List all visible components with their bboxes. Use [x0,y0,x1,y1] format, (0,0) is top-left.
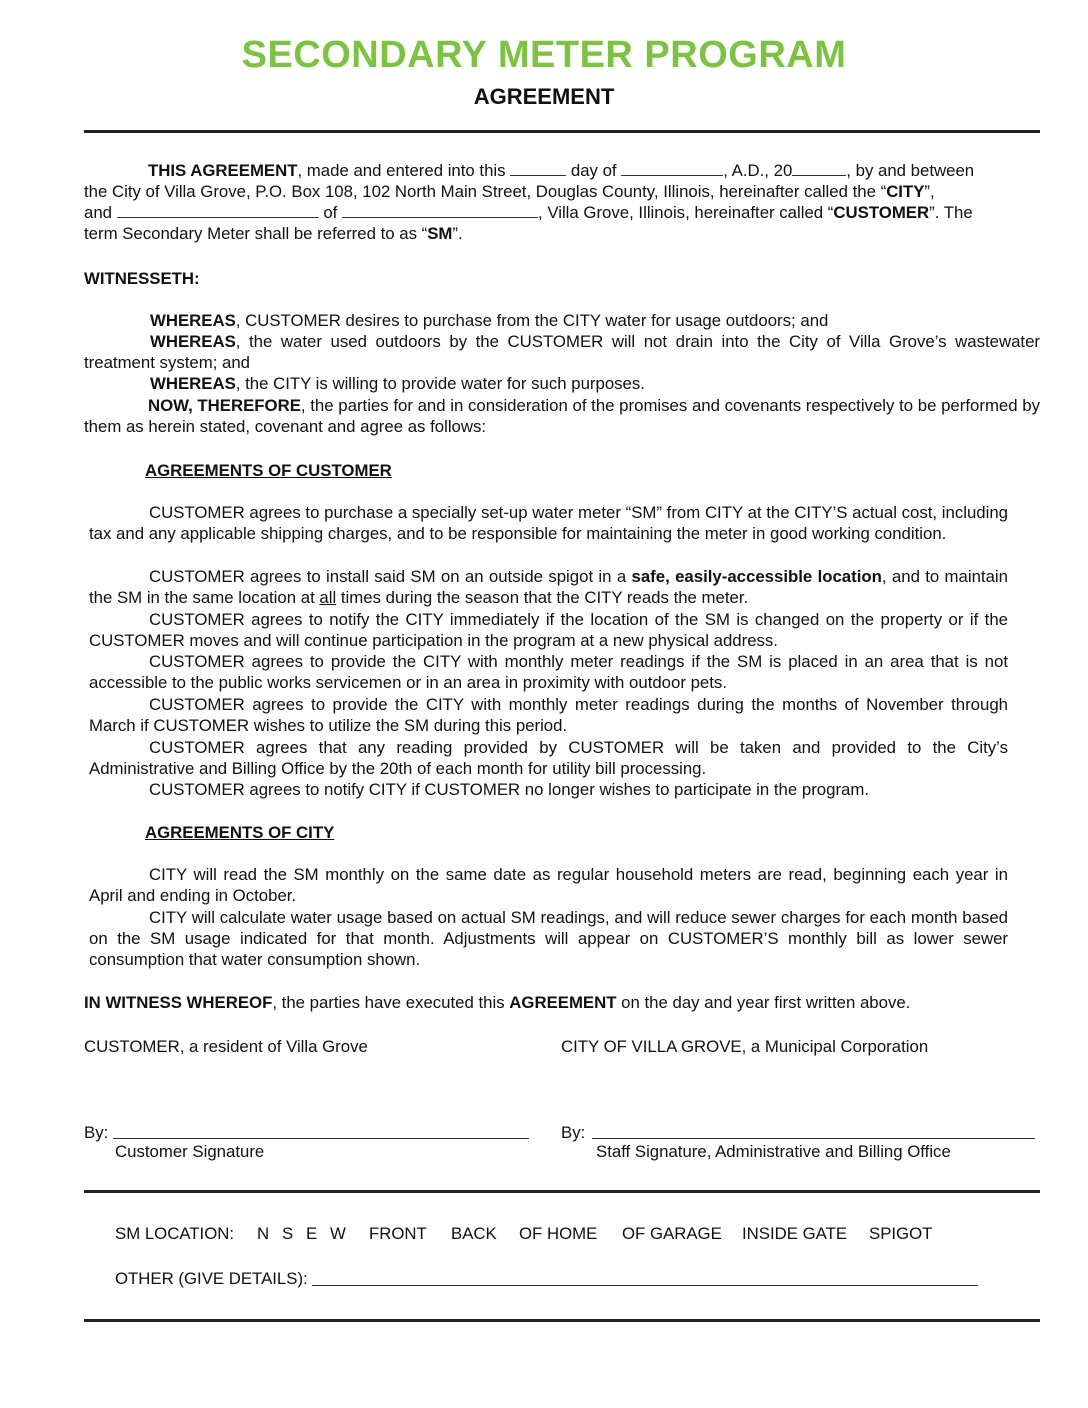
intro-line-4 [84,223,1040,244]
location-option-inside-gate[interactable]: INSIDE GATE [742,1224,848,1243]
whereas-text: , the water used outdoors by the CUSTOMER will not drain into the City of Villa Grove’s wastewater treatment system; and [84,332,1040,373]
location-option-spigot[interactable]: SPIGOT [869,1224,933,1243]
staff-signature-caption: Staff Signature, Administrative and Billing Office [596,1142,951,1161]
page-subtitle: AGREEMENT [473,84,615,109]
customer-paragraph [89,566,1008,608]
customer-paragraph: CUSTOMER agrees to purchase a specially set-up water meter “SM” from CITY at the CITY’S actual cost, including tax and any applicable shipping charges, and to be responsible for maintaining the meter in good working condition. [89,503,1008,544]
paragraph-text: , and to maintain the SM in the same location at [89,567,1008,608]
witness-statement [84,992,1040,1013]
location-option-front[interactable]: FRONT [369,1224,427,1243]
location-option-of-home[interactable]: OF HOME [519,1224,598,1243]
intro-text: , Villa Grove, Illinois, hereinafter called “ [538,203,834,222]
now-therefore-label: NOW, THEREFORE [148,396,301,415]
customer-paragraph: CUSTOMER agrees to notify CITY if CUSTOMER no longer wishes to participate in the program. [149,780,870,799]
whereas-text: , the CITY is willing to provide water for such purposes. [235,374,645,393]
agreement-label: AGREEMENT [509,993,617,1012]
year-blank[interactable] [792,160,846,176]
other-details-label: OTHER (GIVE DETAILS): [115,1269,308,1288]
city-section-heading: AGREEMENTS OF CITY [145,823,335,842]
intro-text: , by and between [846,161,975,180]
city-paragraph: CITY will calculate water usage based on actual SM readings, and will reduce sewer charges for each month based on the SM usage indicated for that month. Adjustments will appear on CUSTOMER’S monthly bill as lower sewer consumption that water consumption shown. [89,908,1008,970]
sm-location-label: SM LOCATION: [115,1224,235,1243]
page-title: SECONDARY METER PROGRAM [241,34,847,76]
staff-by-label: By: [561,1123,586,1142]
customer-signature-caption: Customer Signature [115,1142,265,1161]
now-therefore-clause [84,395,1040,437]
witness-label: IN WITNESS WHEREOF [84,993,273,1012]
customer-paragraph: CUSTOMER agrees that any reading provided by CUSTOMER will be taken and provided to the City’s Administrative and Billing Office by the 20th of each month for utility bill processing. [89,738,1008,779]
whereas-clause [84,331,1040,373]
customer-paragraph: CUSTOMER agrees to provide the CITY with monthly meter readings during the months of November through March if CUSTOMER wishes to utilize the SM during this period. [89,695,1008,736]
customer-label: CUSTOMER [833,203,930,222]
other-details-line[interactable] [312,1285,978,1286]
staff-signature-line[interactable] [592,1138,1035,1139]
city-party-label: CITY OF VILLA GROVE, a Municipal Corporation [561,1037,929,1056]
witness-text: on the day and year first written above. [616,993,911,1012]
safe-location-emphasis: safe, easily-accessible location [631,567,882,586]
lower-divider [84,1190,1040,1193]
paragraph-text: times during the season that the CITY reads the meter. [336,588,749,608]
sm-label: SM [427,224,453,243]
intro-line-1 [148,160,1040,181]
intro-text: ”. [452,224,463,243]
customer-section-heading: AGREEMENTS OF CUSTOMER [145,461,392,480]
location-option-back[interactable]: BACK [451,1224,497,1243]
bottom-divider [84,1319,1040,1322]
intro-text: and [84,203,112,222]
whereas-label: WHEREAS [150,311,236,330]
intro-text: ”, [924,182,935,201]
customer-paragraph: CUSTOMER agrees to notify the CITY immediately if the location of the SM is changed on the property or if the CUSTOMER moves and will continue participation in the program at a new physical address. [89,610,1008,651]
intro-text: , A.D., 20 [723,161,793,180]
intro-text: day of [570,161,617,180]
customer-address-blank[interactable] [342,202,538,218]
top-divider [84,130,1040,133]
intro-text: the City of Villa Grove, P.O. Box 108, 102 North Main Street, Douglas County, Illinois, hereinafter called the “ [84,182,887,201]
this-agreement-label: THIS AGREEMENT [148,161,298,180]
location-option-e[interactable]: E [306,1224,318,1243]
location-option-s[interactable]: S [282,1224,294,1243]
customer-paragraph: CUSTOMER agrees to provide the CITY with monthly meter readings if the SM is placed in an area that is not accessible to the public works servicemen or in an area in proximity with outdoor pets. [89,652,1008,693]
witnesseth-heading: WITNESSETH: [84,269,200,288]
city-paragraph: CITY will read the SM monthly on the same date as regular household meters are read, beginning each year in April and ending in October. [89,865,1008,906]
whereas-label: WHEREAS [150,332,236,351]
city-label: CITY [886,182,925,201]
customer-name-blank[interactable] [117,202,319,218]
whereas-text: , the parties for and in consideration of the promises and covenants respectively to be performed by them as herein stated, covenant and agree as follows: [84,396,1040,437]
intro-text: ”. The [929,203,973,222]
all-emphasis: all [319,588,337,608]
paragraph-text: CUSTOMER agrees to install said SM on an outside spigot in a [149,567,632,586]
customer-signature-line[interactable] [113,1138,529,1139]
day-blank[interactable] [510,160,566,176]
whereas-label: WHEREAS [150,374,236,393]
customer-party-label: CUSTOMER, a resident of Villa Grove [84,1037,368,1056]
intro-text: of [323,203,338,222]
intro-line-2 [84,181,1040,202]
whereas-text: , CUSTOMER desires to purchase from the CITY water for usage outdoors; and [235,311,829,330]
whereas-clause [84,373,1040,394]
customer-by-label: By: [84,1123,109,1142]
month-blank[interactable] [621,160,723,176]
witness-text: , the parties have executed this [272,993,510,1012]
location-option-of-garage[interactable]: OF GARAGE [622,1224,722,1243]
location-option-n[interactable]: N [257,1224,270,1243]
intro-line-3 [84,202,1040,223]
intro-text: term Secondary Meter shall be referred to as “ [84,224,428,243]
whereas-clause [84,310,1040,331]
intro-text: , made and entered into this [297,161,506,180]
location-option-w[interactable]: W [330,1224,346,1243]
